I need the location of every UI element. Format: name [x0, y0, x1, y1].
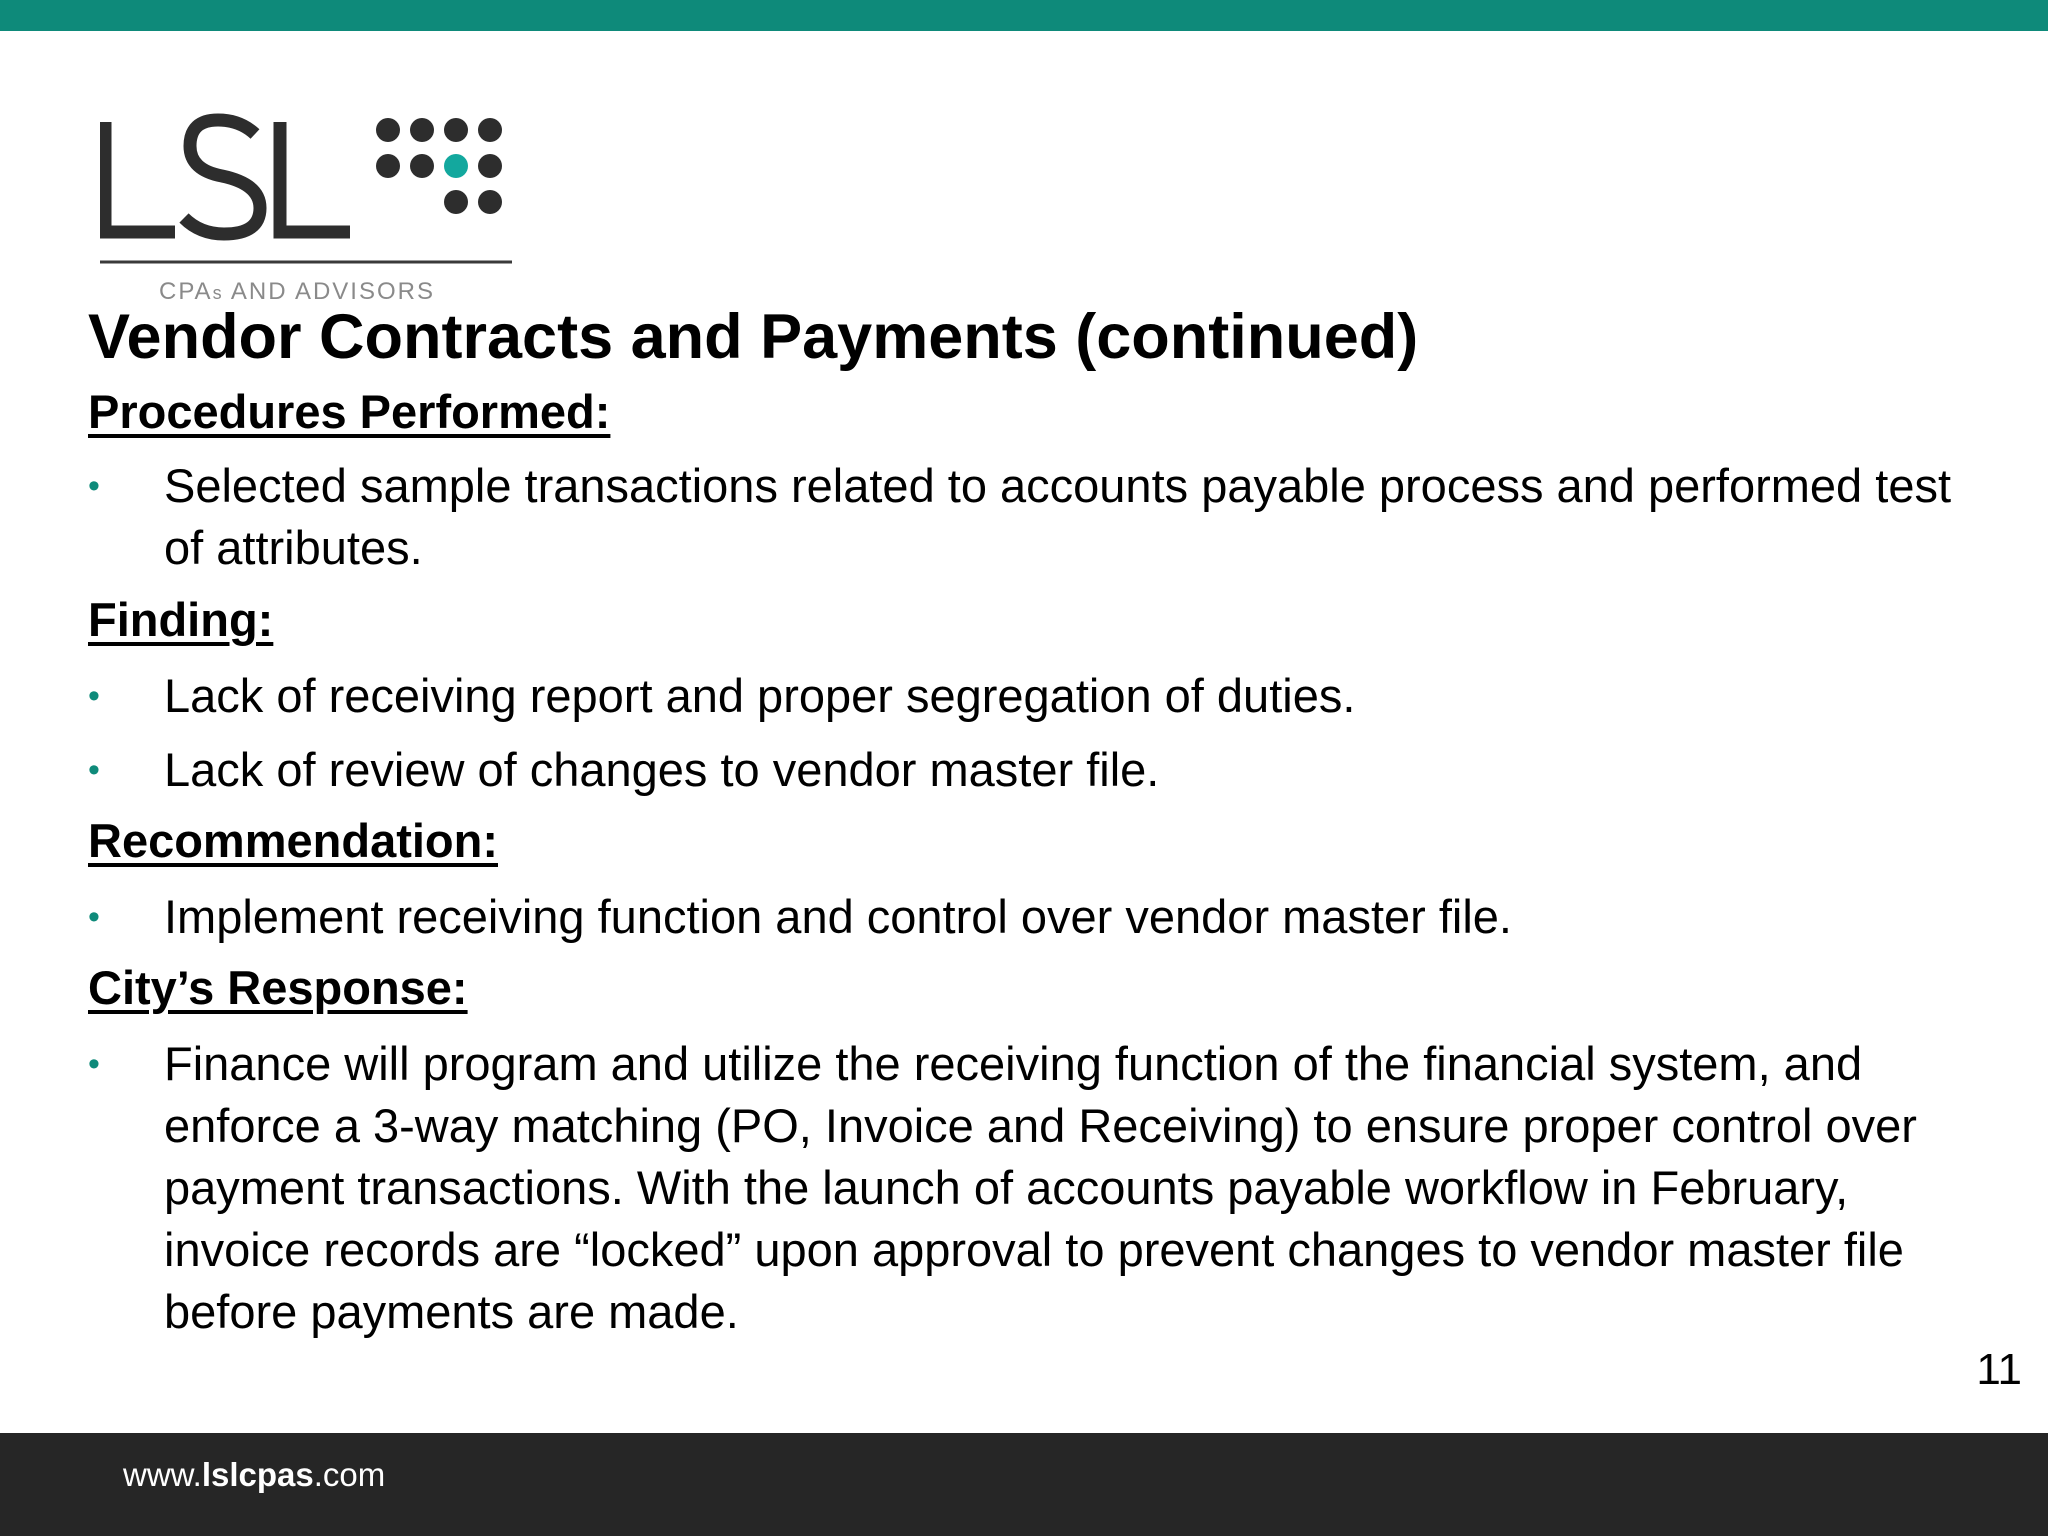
logo-accent-dot — [444, 154, 468, 178]
section-heading-finding: Finding: — [88, 593, 274, 646]
website-link[interactable]: www.lslcpas.com — [123, 1456, 386, 1493]
bullet-text: Lack of review of changes to vendor master file. — [164, 743, 1160, 796]
page-title: Vendor Contracts and Payments (continued) — [88, 302, 1419, 372]
bullet-icon: • — [88, 467, 100, 505]
bullet-text: Lack of receiving report and proper segregation of duties. — [164, 669, 1356, 722]
bullet-icon: • — [88, 751, 100, 789]
section-heading-recommendation: Recommendation: — [88, 814, 498, 867]
bullet-text: Finance will program and utilize the receiving function of the financial system, and enforce a 3-way matching (PO, Invoice and Receiving) to ensure proper control over payment transactions. With the launch of accounts payable workflow in February, invoice records are “locked” upon approval to prevent changes to vendor master file before payments are made. — [164, 1037, 1917, 1338]
bullet-recommendation-1 — [88, 886, 1968, 948]
bullet-text: Implement receiving function and control over vendor master file. — [164, 890, 1512, 943]
lsl-logo — [100, 112, 520, 312]
bullet-icon: • — [88, 898, 100, 936]
logo-tagline: CPAs AND ADVISORS — [159, 278, 435, 305]
bullet-finding-2 — [88, 739, 1968, 801]
top-accent-bar — [0, 0, 2048, 31]
section-heading-response: City’s Response: — [88, 961, 468, 1014]
page-number: 11 — [1976, 1345, 2022, 1394]
bullet-finding-1 — [88, 665, 1968, 727]
section-heading-procedures: Procedures Performed: — [88, 385, 611, 438]
bullet-procedures-1 — [88, 455, 1968, 579]
footer-bar — [0, 1433, 2048, 1536]
bullet-response-1 — [88, 1033, 1968, 1343]
bullet-text: Selected sample transactions related to accounts payable process and performed test of attributes. — [164, 459, 1952, 574]
bullet-icon: • — [88, 677, 100, 715]
bullet-icon: • — [88, 1045, 100, 1083]
